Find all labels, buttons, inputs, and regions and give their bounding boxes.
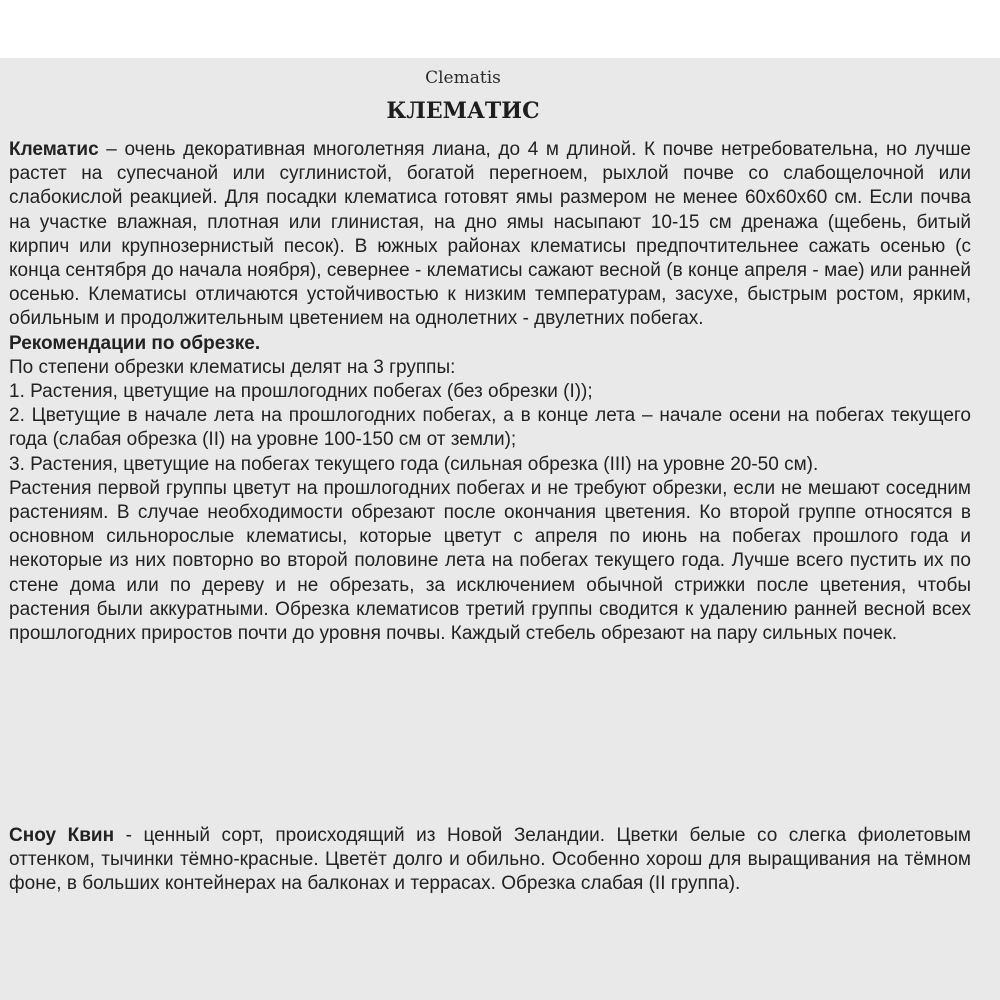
variety-name: Сноу Квин (9, 825, 115, 846)
pruning-group-3: 3. Растения, цветущие на побегах текущего года (сильная обрезка (III) на уровне 20-50 см). (9, 453, 819, 475)
intro-paragraph (9, 138, 971, 332)
intro-text: – очень декоративная многолетняя лиана, до 4 м длиной. К почве нетребовательна, но лучше растет на супесчаной или суглинистой, богатой перегноем, рыхлой почве со слабощелочной или слабокислой реакцией. Для посадки клематиса готовят ямы размером не менее 60х60х60 см. Если почва на участке влажная, плотная или глинистая, на дно ямы насыпают 10-15 см дренажа (щебень, битый кирпич или крупнозернистый песок). В южных районах клематисы предпочтительнее сажать осенью (с конца сентября до начала ноября), севернее - клематисы сажают весной (в конце апреля - мае) или ранней осенью. Клематисы отличаются устойчивостью к низким температурам, засухе, быстрым ростом, ярким, обильным и продолжительным цветением на однолетних - двулетних побегах. (9, 139, 971, 330)
pruning-heading: Рекомендации по обрезке. (9, 332, 261, 354)
pruning-group-2: 2. Цветущие в начале лета на прошлогодних побегах, а в конце лета – начале осени на побегах текущего года (слабая обрезка (II) на уровне 100-150 см от земли); (9, 405, 971, 451)
main-text-block (9, 138, 971, 646)
intro-term: Клематис (9, 139, 99, 160)
pruning-details: Растения первой группы цветут на прошлогодних побегах и не требуют обрезки, если не мешают соседним растениям. В случае необходимости обрезают после окончания цветения. Ко второй группе относятся в основном сильнорослые клематисы, которые цветут с апреля по июнь на побегах прошлого года и некоторые из них повторно во второй половине лета на побегах текущего года. Лучше всего пустить их по стене дома или по дереву и не обрезать, за исключением обычной стрижки после цветения, чтобы растения были аккуратными. Обрезка клематисов третий группы сводится к удалению ранней весной всех прошлогодних приростов почти до уровня почвы. Каждый стебель обрезают на пару сильных почек. (9, 477, 971, 645)
pruning-group-1: 1. Растения, цветущие на прошлогодних побегах (без обрезки (I)); (9, 381, 593, 403)
variety-text-block (9, 824, 971, 897)
pruning-groups-intro: По степени обрезки клематисы делят на 3 группы: (9, 356, 456, 378)
variety-text: - ценный сорт, происходящий из Новой Зеландии. Цветки белые со слегка фиолетовым оттенком, тычинки тёмно-красные. Цветёт долго и обильно. Особенно хорош для выращивания на тёмном фоне, в больших контейнерах на балконах и террасах. Обрезка слабая (II группа). (9, 825, 971, 895)
latin-title: Clematis (425, 68, 501, 88)
page-title: КЛЕМАТИС (386, 98, 540, 124)
variety-paragraph (9, 824, 971, 897)
